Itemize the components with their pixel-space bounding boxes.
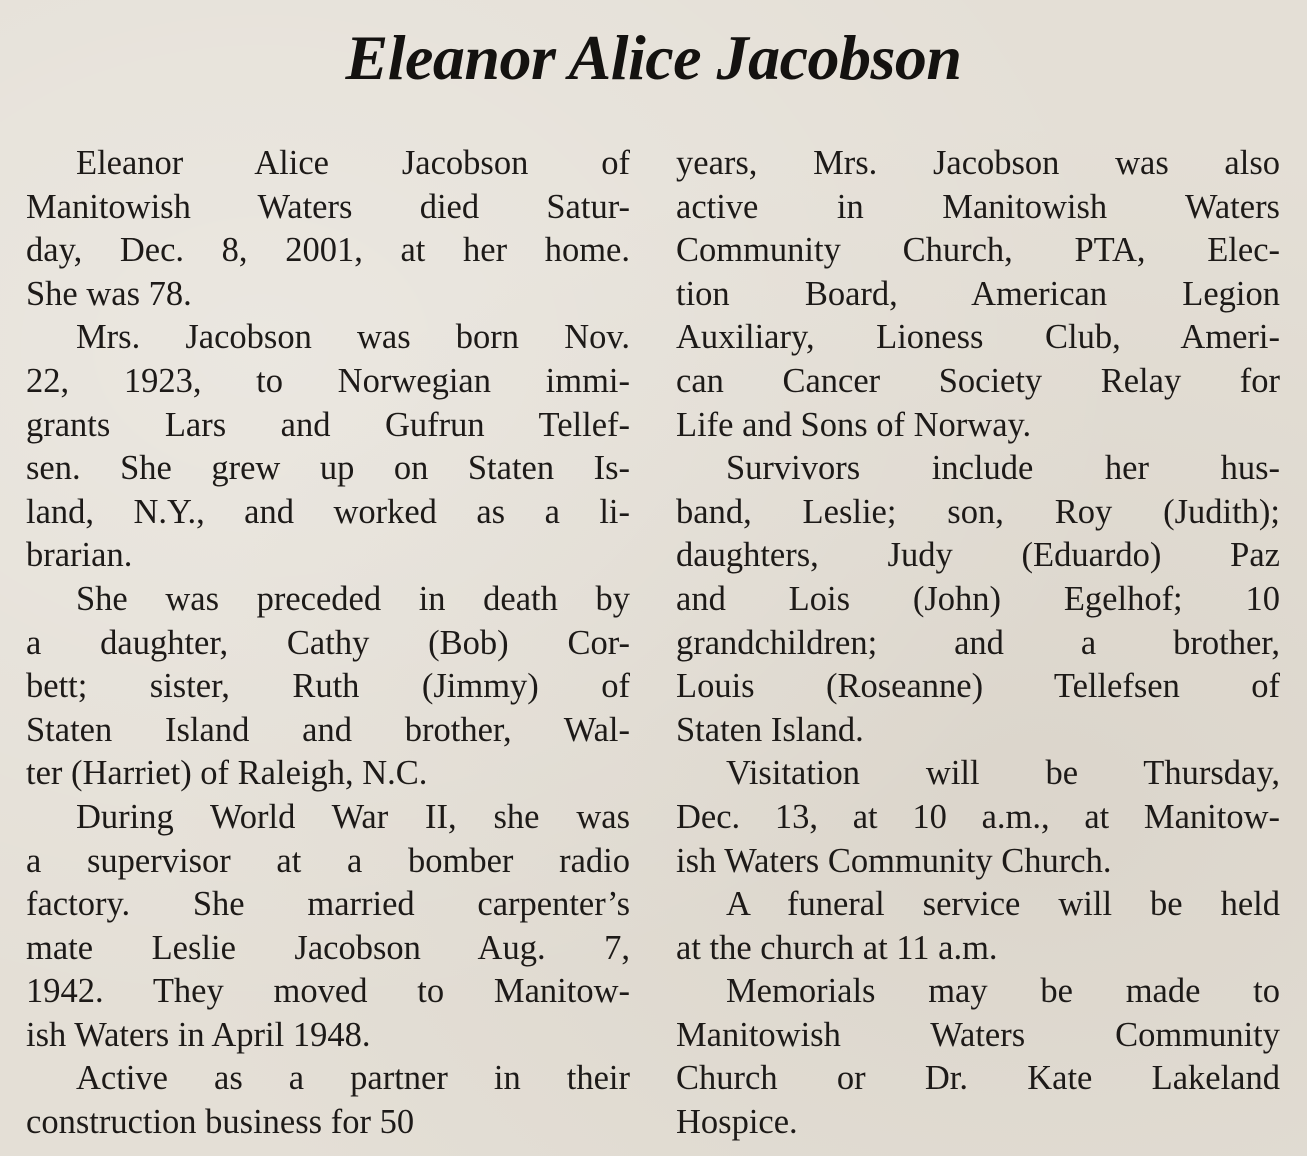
text-line: Survivors include her hus- xyxy=(726,449,1280,488)
text-line: 22, 1923, to Norwegian immi- xyxy=(26,361,630,400)
article-paragraph xyxy=(676,142,1280,447)
article-paragraph xyxy=(676,447,1280,752)
text-line: grandchildren; and a brother, xyxy=(676,623,1280,662)
article-paragraph xyxy=(26,142,630,316)
article-paragraph xyxy=(26,1057,630,1144)
text-line: Eleanor Alice Jacobson of xyxy=(76,144,630,182)
text-line: Mrs. Jacobson was born Nov. xyxy=(76,318,630,357)
text-line: Staten Island. xyxy=(676,710,864,749)
article-paragraph xyxy=(26,578,630,796)
obituary-headline: Eleanor Alice Jacobson xyxy=(345,22,962,93)
text-line: A funeral service will be held xyxy=(726,885,1280,924)
text-line: mate Leslie Jacobson Aug. 7, xyxy=(26,928,630,967)
text-line: ter (Harriet) of Raleigh, N.C. xyxy=(26,754,428,793)
article-paragraph xyxy=(676,970,1280,1144)
text-line: at the church at 11 a.m. xyxy=(676,928,998,967)
text-line: brarian. xyxy=(26,536,133,575)
text-line: grants Lars and Gufrun Tellef- xyxy=(26,405,630,444)
text-line: sen. She grew up on Staten Is- xyxy=(26,449,630,488)
text-line: Louis (Roseanne) Tellefsen of xyxy=(676,667,1280,706)
text-line: can Cancer Society Relay for xyxy=(676,361,1280,400)
text-line: 1942. They moved to Manitow- xyxy=(26,972,630,1011)
article-paragraph xyxy=(26,316,630,578)
text-line: a daughter, Cathy (Bob) Cor- xyxy=(26,623,630,662)
text-line: Visitation will be Thursday, xyxy=(726,754,1280,793)
text-line: She was 78. xyxy=(26,274,192,313)
text-line: Staten Island and brother, Wal- xyxy=(26,710,630,749)
text-line: tion Board, American Legion xyxy=(676,274,1280,313)
text-line: Manitowish Waters died Satur- xyxy=(26,187,630,226)
text-line: construction business for 50 xyxy=(26,1103,415,1142)
text-line: land, N.Y., and worked as a li- xyxy=(26,492,630,531)
article-column-left xyxy=(26,142,630,1145)
text-line: band, Leslie; son, Roy (Judith); xyxy=(676,492,1280,531)
text-line: Church or Dr. Kate Lakeland xyxy=(676,1059,1280,1098)
text-line: Hospice. xyxy=(676,1103,798,1142)
text-line: years, Mrs. Jacobson was also xyxy=(676,144,1280,182)
text-line: Community Church, PTA, Elec- xyxy=(676,231,1280,270)
text-line: Life and Sons of Norway. xyxy=(676,405,1032,444)
article-paragraph xyxy=(676,883,1280,970)
text-line: Manitowish Waters Community xyxy=(676,1015,1280,1054)
text-line: and Lois (John) Egelhof; 10 xyxy=(676,579,1280,618)
text-line: a supervisor at a bomber radio xyxy=(26,841,630,880)
text-line: Memorials may be made to xyxy=(726,972,1280,1011)
text-line: daughters, Judy (Eduardo) Paz xyxy=(676,536,1280,575)
text-line: Active as a partner in their xyxy=(76,1059,630,1098)
text-line: She was preceded in death by xyxy=(76,579,630,618)
text-line: active in Manitowish Waters xyxy=(676,187,1280,226)
article-paragraph xyxy=(26,796,630,1058)
article-paragraph xyxy=(676,752,1280,883)
text-line: ish Waters Community Church. xyxy=(676,841,1112,880)
text-line: bett; sister, Ruth (Jimmy) of xyxy=(26,667,630,706)
text-line: During World War II, she was xyxy=(76,797,630,836)
text-line: ish Waters in April 1948. xyxy=(26,1015,371,1054)
text-line: Auxiliary, Lioness Club, Ameri- xyxy=(676,318,1280,357)
article-column-right xyxy=(676,142,1280,1145)
text-line: Dec. 13, at 10 a.m., at Manitow- xyxy=(676,797,1280,836)
text-line: factory. She married carpenter’s xyxy=(26,885,630,924)
text-line: day, Dec. 8, 2001, at her home. xyxy=(26,231,630,270)
